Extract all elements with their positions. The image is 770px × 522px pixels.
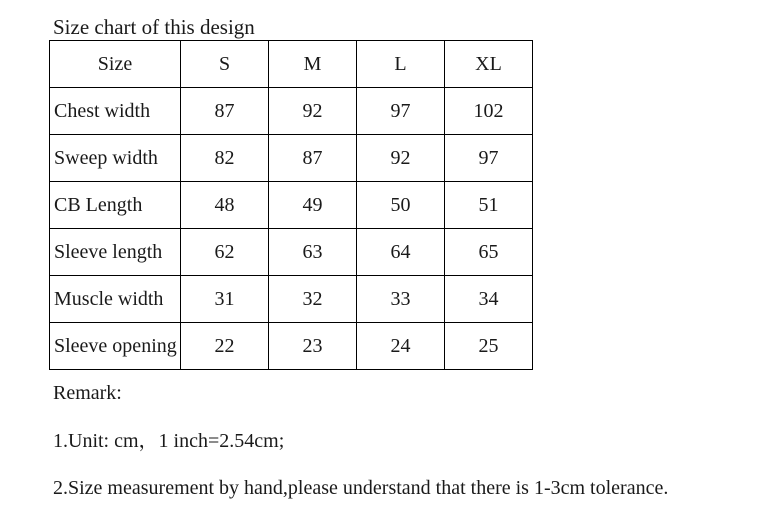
table-cell: 48 xyxy=(181,182,269,229)
table-row xyxy=(50,276,533,323)
table-cell: 33 xyxy=(357,276,445,323)
table-header-row xyxy=(50,41,533,88)
table-cell: 97 xyxy=(357,88,445,135)
row-label: Sleeve opening xyxy=(50,323,181,370)
header-cell-size: Size xyxy=(50,41,181,88)
table-cell: 92 xyxy=(269,88,357,135)
table-row xyxy=(50,88,533,135)
header-cell-xl: XL xyxy=(445,41,533,88)
table-row xyxy=(50,229,533,276)
table-cell: 62 xyxy=(181,229,269,276)
table-row xyxy=(50,182,533,229)
size-table xyxy=(49,40,533,370)
table-cell: 102 xyxy=(445,88,533,135)
row-label: Muscle width xyxy=(50,276,181,323)
table-cell: 51 xyxy=(445,182,533,229)
header-cell-m: M xyxy=(269,41,357,88)
table-cell: 34 xyxy=(445,276,533,323)
table-cell: 50 xyxy=(357,182,445,229)
table-cell: 23 xyxy=(269,323,357,370)
header-cell-l: L xyxy=(357,41,445,88)
row-label: Sweep width xyxy=(50,135,181,182)
table-cell: 82 xyxy=(181,135,269,182)
remark-tolerance-note: 2.Size measurement by hand,please understand that there is 1-3cm tolerance. xyxy=(53,477,669,499)
row-label: Sleeve length xyxy=(50,229,181,276)
remark-heading: Remark: xyxy=(53,382,122,404)
table-cell: 97 xyxy=(445,135,533,182)
table-cell: 22 xyxy=(181,323,269,370)
header-cell-s: S xyxy=(181,41,269,88)
row-label: CB Length xyxy=(50,182,181,229)
table-cell: 92 xyxy=(357,135,445,182)
table-cell: 31 xyxy=(181,276,269,323)
table-cell: 64 xyxy=(357,229,445,276)
table-cell: 24 xyxy=(357,323,445,370)
table-cell: 63 xyxy=(269,229,357,276)
row-label: Chest width xyxy=(50,88,181,135)
table-row xyxy=(50,135,533,182)
table-cell: 49 xyxy=(269,182,357,229)
remark-unit-note: 1.Unit: cm，1 inch=2.54cm; xyxy=(53,430,285,452)
table-row xyxy=(50,323,533,370)
table-cell: 87 xyxy=(269,135,357,182)
chart-title: Size chart of this design xyxy=(53,15,255,39)
table-cell: 65 xyxy=(445,229,533,276)
table-cell: 32 xyxy=(269,276,357,323)
table-cell: 25 xyxy=(445,323,533,370)
table-cell: 87 xyxy=(181,88,269,135)
